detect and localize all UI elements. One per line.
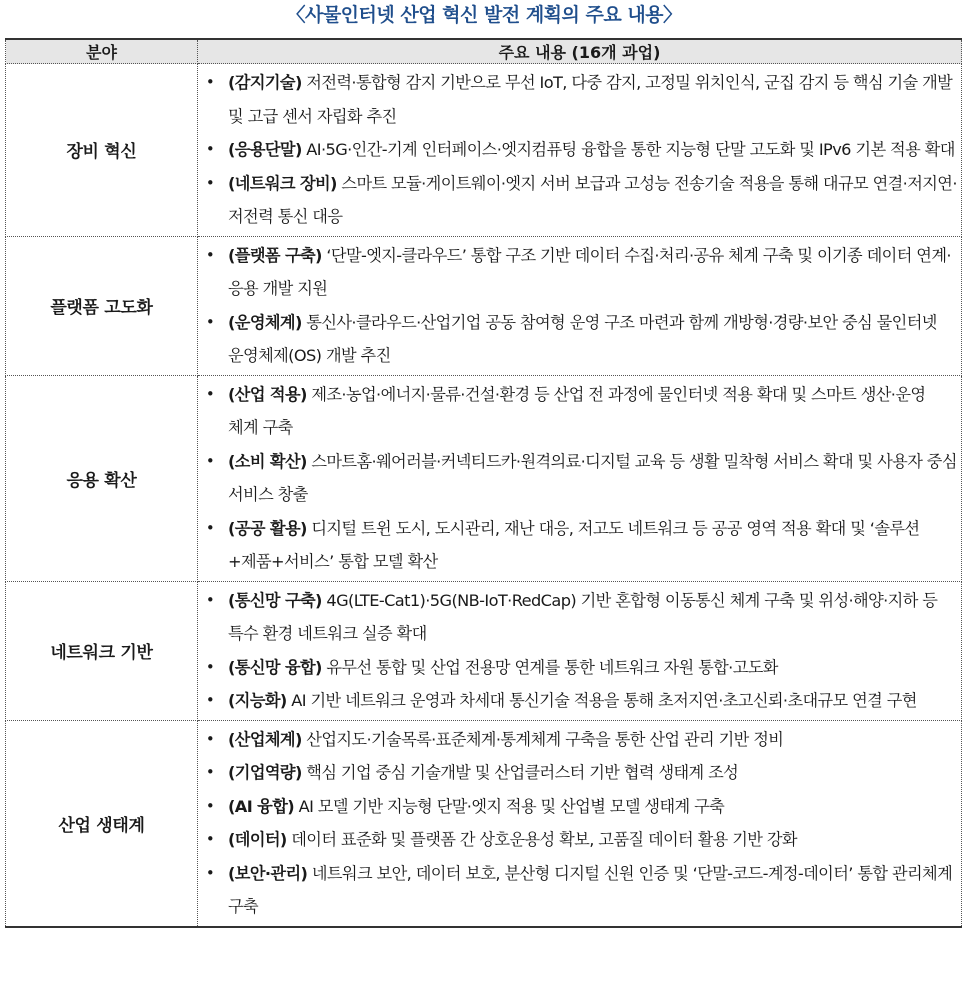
list-item (198, 823, 957, 857)
bullet-icon: • (205, 245, 215, 264)
list-item (198, 584, 957, 651)
category-cell: 장비 혁신 (6, 64, 198, 237)
bullet-icon: • (205, 729, 215, 748)
bullet-icon: • (205, 657, 215, 676)
category-cell: 응용 확산 (6, 375, 198, 581)
category-cell: 네트워크 기반 (6, 581, 198, 720)
item-keyword: (통신망 융합) (228, 657, 322, 677)
content-cell (198, 375, 962, 581)
item-keyword: (운영체계) (228, 312, 302, 332)
item-text: 데이터 표준화 및 플랫폼 간 상호운용성 확보, 고품질 데이터 활용 기반 강화 (286, 830, 797, 849)
table-row (6, 720, 962, 927)
item-text: ‘단말-엣지-클라우드’ 통합 구조 기반 데이터 수집·처리·공유 체계 구축 및 이기종 데이터 연계·응용 개발 지원 (228, 245, 951, 298)
bullet-icon: • (205, 763, 215, 781)
category-cell: 산업 생태계 (6, 720, 198, 927)
item-text: AI 모델 기반 지능형 단말·엣지 적용 및 산업별 모델 생태계 구축 (294, 796, 725, 816)
item-text: 유무선 통합 및 산업 전용망 연계를 통한 네트워크 자원 통합·고도화 (321, 657, 778, 677)
item-text: 저전력·통합형 감지 기반으로 무선 IoT, 다중 감지, 고정밀 위치인식, 군집 감지 등 핵심 기술 개발 및 고급 센서 자립화 추진 (228, 73, 953, 126)
item-text: 네트워크 보안, 데이터 보호, 분산형 디지털 신원 인증 및 ‘단말-코드-계정-데이터’ 통합 관리체계 구축 (228, 863, 953, 916)
item-keyword: (산업체계) (228, 729, 302, 749)
bullet-icon: • (205, 518, 215, 537)
item-text: 제조·농업·에너지·물류·건설·환경 등 산업 전 과정에 물인터넷 적용 확대 및 스마트 생산·운영 체계 구축 (228, 384, 926, 437)
list-item (198, 790, 957, 824)
item-keyword: (감지기술) (228, 73, 302, 92)
bullet-icon: • (205, 830, 215, 848)
list-item (198, 378, 957, 445)
list-item (198, 684, 957, 718)
list-item (198, 239, 957, 306)
item-text: 디지털 트윈 도시, 도시관리, 재난 대응, 저고도 네트워크 등 공공 영역 적용 확대 및 ‘솔루션+제품+서비스’ 통합 모델 확산 (228, 518, 920, 571)
list-item (198, 306, 957, 373)
table-row (6, 236, 962, 375)
item-keyword: (산업 적용) (228, 384, 307, 404)
item-keyword: (플랫폼 구축) (228, 245, 322, 265)
content-cell (198, 64, 962, 237)
item-keyword: (네트워크 장비) (228, 173, 337, 193)
document-title: 〈사물인터넷 산업 혁신 발전 계획의 주요 내용〉 (286, 4, 682, 26)
list-item (198, 167, 957, 234)
plan-table (5, 38, 962, 928)
item-keyword: (AI 융합) (228, 796, 295, 816)
item-text: 핵심 기업 중심 기술개발 및 산업클러스터 기반 협력 생태계 조성 (301, 763, 739, 782)
item-keyword: (지능화) (228, 691, 287, 710)
item-text: AI 기반 네트워크 운영과 차세대 통신기술 적용을 통해 초저지연·초고신뢰·초대규모 연결 구현 (286, 691, 917, 710)
category-cell: 플랫폼 고도화 (6, 236, 198, 375)
bullet-icon: • (205, 73, 215, 91)
list-item (198, 66, 957, 133)
item-keyword: (응용단말) (228, 140, 302, 159)
header-content: 주요 내용 (16개 과업) (198, 39, 962, 64)
bullet-icon: • (205, 863, 215, 882)
item-list (198, 584, 957, 718)
table-row (6, 64, 962, 237)
list-item (198, 133, 957, 167)
item-text: 산업지도·기술목록·표준체계·통계체계 구축을 통한 산업 관리 기반 정비 (301, 729, 784, 749)
table-header-row (6, 39, 962, 64)
item-text: 스마트홈·웨어러블·커넥티드카·원격의료·디지털 교육 등 생활 밀착형 서비스 확대 및 사용자 중심 서비스 창출 (228, 451, 957, 504)
item-text: 4G(LTE-Cat1)·5G(NB-IoT·RedCap) 기반 혼합형 이동통신 체계 구축 및 위성·해양·지하 등 특수 환경 네트워크 실증 확대 (228, 590, 938, 643)
item-keyword: (데이터) (228, 830, 287, 849)
item-keyword: (공공 활용) (228, 518, 307, 538)
list-item (198, 756, 957, 790)
item-text: 통신사·클라우드·산업기업 공동 참여형 운영 구조 마련과 함께 개방형·경량·보안 중심 물인터넷 운영체제(OS) 개발 추진 (228, 312, 937, 365)
bullet-icon: • (205, 691, 215, 709)
item-list (198, 723, 957, 924)
content-cell (198, 720, 962, 927)
content-cell (198, 581, 962, 720)
header-category: 분야 (6, 39, 198, 64)
bullet-icon: • (205, 312, 215, 331)
list-item (198, 857, 957, 924)
item-keyword: (통신망 구축) (228, 590, 322, 610)
item-keyword: (보안·관리) (228, 863, 308, 883)
item-list (198, 378, 957, 579)
bullet-icon: • (205, 590, 215, 609)
content-cell (198, 236, 962, 375)
bullet-icon: • (205, 451, 215, 470)
list-item (198, 512, 957, 579)
item-list (198, 66, 957, 234)
bullet-icon: • (205, 384, 215, 403)
bullet-icon: • (205, 796, 215, 815)
bullet-icon: • (205, 173, 215, 192)
item-keyword: (소비 확산) (228, 451, 307, 471)
list-item (198, 723, 957, 757)
table-row (6, 375, 962, 581)
list-item (198, 651, 957, 685)
item-text: 스마트 모듈·게이트웨이·엣지 서버 보급과 고성능 전송기술 적용을 통해 대규모 연결·저지연·저전력 통신 대응 (228, 173, 957, 226)
table-row (6, 581, 962, 720)
item-list (198, 239, 957, 373)
bullet-icon: • (205, 140, 215, 158)
item-text: AI·5G·인간-기계 인터페이스·엣지컴퓨팅 융합을 통한 지능형 단말 고도화 및 IPv6 기본 적용 확대 (301, 140, 955, 159)
item-keyword: (기업역량) (228, 763, 302, 782)
list-item (198, 445, 957, 512)
